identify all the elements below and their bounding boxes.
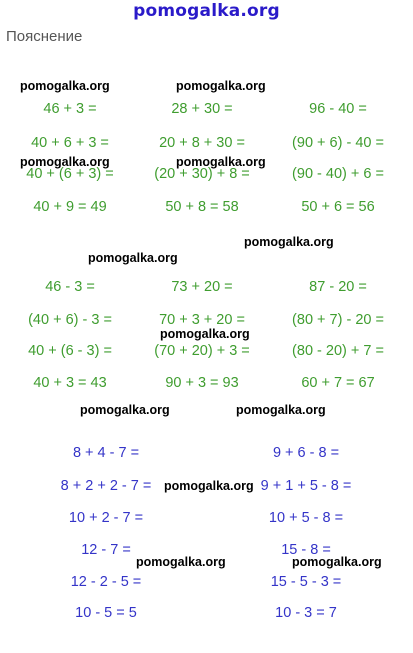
watermark: pomogalka.org [136, 555, 226, 569]
equation: (70 + 20) + 3 = [154, 343, 250, 359]
equation: 40 + 9 = 49 [33, 199, 107, 215]
equation: (20 + 30) + 8 = [154, 166, 250, 182]
equation: 50 + 8 = 58 [165, 199, 239, 215]
watermark: pomogalka.org [80, 403, 170, 417]
equation: 15 - 5 - 3 = [270, 574, 342, 590]
equation: 46 + 3 = [43, 101, 97, 117]
equation: 96 - 40 = [309, 101, 367, 117]
equation: 10 + 5 - 8 = [268, 510, 344, 526]
equation: 40 + 6 + 3 = [31, 135, 109, 151]
equation: 9 + 6 - 8 = [272, 445, 340, 461]
equation: 20 + 8 + 30 = [159, 135, 245, 151]
equation: 28 + 30 = [171, 101, 233, 117]
equation: 12 - 7 = [81, 542, 131, 558]
watermark: pomogalka.org [176, 155, 266, 169]
equation: (80 + 7) - 20 = [292, 312, 384, 328]
equation: 50 + 6 = 56 [301, 199, 375, 215]
watermark: pomogalka.org [88, 251, 178, 265]
watermark: pomogalka.org [20, 155, 110, 169]
equation: (90 + 6) - 40 = [292, 135, 384, 151]
equation: 10 - 3 = 7 [275, 605, 337, 621]
watermark: pomogalka.org [160, 327, 250, 341]
equation: 9 + 1 + 5 - 8 = [260, 478, 352, 494]
equation: 15 - 8 = [281, 542, 331, 558]
equation: 46 - 3 = [45, 279, 95, 295]
equation: 12 - 2 - 5 = [70, 574, 142, 590]
equation: 40 + (6 + 3) = [26, 166, 114, 182]
watermark: pomogalka.org [236, 403, 326, 417]
equation: 8 + 2 + 2 - 7 = [60, 478, 152, 494]
equation: (90 - 40) + 6 = [292, 166, 384, 182]
equation: 60 + 7 = 67 [301, 375, 375, 391]
watermark: pomogalka.org [176, 79, 266, 93]
equation: 70 + 3 + 20 = [159, 312, 245, 328]
equation: 40 + (6 - 3) = [28, 343, 112, 359]
site-header-logo[interactable]: pomogalka.org [133, 1, 280, 21]
watermark: pomogalka.org [20, 79, 110, 93]
section-title: Пояснение [6, 28, 83, 45]
equation: 10 + 2 - 7 = [68, 510, 144, 526]
watermark: pomogalka.org [244, 235, 334, 249]
equation: 87 - 20 = [309, 279, 367, 295]
equation: 8 + 4 - 7 = [72, 445, 140, 461]
equation: 90 + 3 = 93 [165, 375, 239, 391]
watermark: pomogalka.org [164, 479, 254, 493]
equation: 73 + 20 = [171, 279, 233, 295]
equation: (80 - 20) + 7 = [292, 343, 384, 359]
equation: (40 + 6) - 3 = [28, 312, 112, 328]
equation: 10 - 5 = 5 [75, 605, 137, 621]
watermark: pomogalka.org [292, 555, 382, 569]
equation: 40 + 3 = 43 [33, 375, 107, 391]
